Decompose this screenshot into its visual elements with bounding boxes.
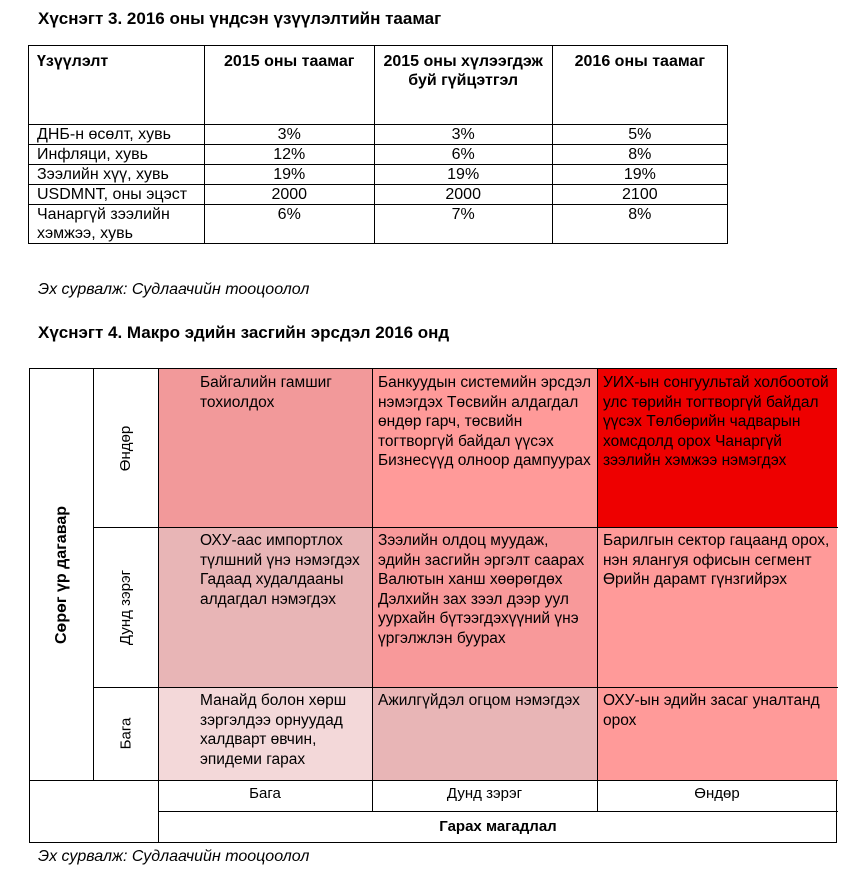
col-header-indicator: Үзүүлэлт bbox=[29, 46, 205, 125]
table-row bbox=[29, 145, 728, 165]
cell-value: 19% bbox=[374, 165, 552, 185]
y-level-label: Бага bbox=[117, 717, 135, 750]
cell-high-impact-low-prob: Байгалийн гамшиг тохиолдох bbox=[158, 369, 372, 527]
y-axis-title bbox=[30, 369, 93, 780]
cell-high-impact-high-prob: УИХ-ын сонгуультай холбоотой улс төрийн тогтворгүй байдал үүсэх Төлбөрийн чадварын хомсдолд орох Чанаргүй зээлийн хэмжээ нэмэгдэх bbox=[597, 369, 837, 527]
col-header-2015-forecast: 2015 оны таамаг bbox=[204, 46, 374, 125]
table-row bbox=[29, 125, 728, 145]
cell-value: 19% bbox=[552, 165, 727, 185]
row-label: ДНБ-н өсөлт, хувь bbox=[29, 125, 205, 145]
x-level-high: Өндөр bbox=[694, 785, 740, 802]
divider bbox=[158, 369, 159, 843]
x-level-low: Бага bbox=[249, 785, 281, 802]
cell-mid-impact-low-prob: ОХУ-аас импортлох түлшний үнэ нэмэгдэх Гадаад худалдааны алдагдал нэмэгдэх bbox=[158, 527, 372, 687]
risk-matrix bbox=[29, 368, 837, 843]
table-header-row bbox=[29, 46, 728, 125]
col-header-2015-expected: 2015 оны хүлээгдэж буй гүйцэтгэл bbox=[374, 46, 552, 125]
row-label: Зээлийн хүү, хувь bbox=[29, 165, 205, 185]
x-axis-title: Гарах магадлал bbox=[439, 818, 557, 835]
cell-value: 5% bbox=[552, 125, 727, 145]
divider bbox=[597, 369, 598, 811]
cell-mid-impact-high-prob: Барилгын сектор гацаанд орох, нэн ялангуя офисын сегмент Өрийн дарамт гүнзгийрэх bbox=[597, 527, 837, 687]
table3-title: Хүснэгт 3. 2016 оны үндсэн үзүүлэлтийн таамаг bbox=[38, 9, 442, 28]
y-level-mid bbox=[94, 527, 158, 687]
divider bbox=[93, 527, 838, 528]
table4-title: Хүснэгт 4. Макро эдийн засгийн эрсдэл 2016 онд bbox=[38, 323, 450, 342]
divider bbox=[30, 780, 838, 781]
table-row bbox=[29, 205, 728, 244]
row-label: USDMNT, оны эцэст bbox=[29, 185, 205, 205]
divider bbox=[158, 811, 838, 812]
forecast-table bbox=[28, 45, 728, 244]
cell-low-impact-low-prob: Манайд болон хөрш зэргэлдээ орнуудад халдварт өвчин, эпидеми гарах bbox=[158, 687, 372, 780]
y-level-label: Өндөр bbox=[117, 425, 135, 471]
cell-low-impact-high-prob: ОХУ-ын эдийн засаг уналтанд орох bbox=[597, 687, 837, 780]
cell-value: 12% bbox=[204, 145, 374, 165]
row-label: Инфляци, хувь bbox=[29, 145, 205, 165]
row-label: Чанаргүй зээлийн хэмжээ, хувь bbox=[29, 205, 205, 244]
divider bbox=[372, 369, 373, 811]
cell-value: 2000 bbox=[204, 185, 374, 205]
table-row bbox=[29, 165, 728, 185]
cell-value: 19% bbox=[204, 165, 374, 185]
divider bbox=[93, 687, 838, 688]
cell-value: 6% bbox=[374, 145, 552, 165]
y-level-low bbox=[94, 687, 158, 780]
cell-mid-impact-mid-prob: Зээлийн олдоц муудаж, эдийн засгийн эргэлт саарах Валютын ханш хөөрөгдөх Дэлхийн зах зээл дээр уул уурхайн бүтээгдэхүүний үнэ үргэлжлэн буурах bbox=[372, 527, 597, 687]
table-row bbox=[29, 185, 728, 205]
x-level-mid: Дунд зэрэг bbox=[446, 785, 523, 802]
cell-value: 2100 bbox=[552, 185, 727, 205]
cell-value: 3% bbox=[204, 125, 374, 145]
col-header-2016-forecast: 2016 оны таамаг bbox=[552, 46, 727, 125]
table4-source: Эх сурвалж: Судлаачийн тооцоолол bbox=[38, 848, 310, 865]
cell-value: 6% bbox=[204, 205, 374, 244]
y-level-high bbox=[94, 369, 158, 527]
cell-value: 3% bbox=[374, 125, 552, 145]
cell-value: 2000 bbox=[374, 185, 552, 205]
y-axis-title-text: Сөрөг үр дагавар bbox=[52, 505, 70, 644]
cell-high-impact-mid-prob: Банкуудын системийн эрсдэл нэмэгдэх Төсвийн алдагдал өндөр гарч, төсвийн тогтворгүй байдал үүсэх Бизнесүүд олноор дампуурах bbox=[372, 369, 597, 527]
y-level-label: Дунд зэрэг bbox=[117, 569, 135, 645]
cell-value: 7% bbox=[374, 205, 552, 244]
table3-source: Эх сурвалж: Судлаачийн тооцоолол bbox=[38, 281, 310, 298]
cell-value: 8% bbox=[552, 205, 727, 244]
cell-value: 8% bbox=[552, 145, 727, 165]
cell-low-impact-mid-prob: Ажилгүйдэл огцом нэмэгдэх bbox=[372, 687, 597, 780]
